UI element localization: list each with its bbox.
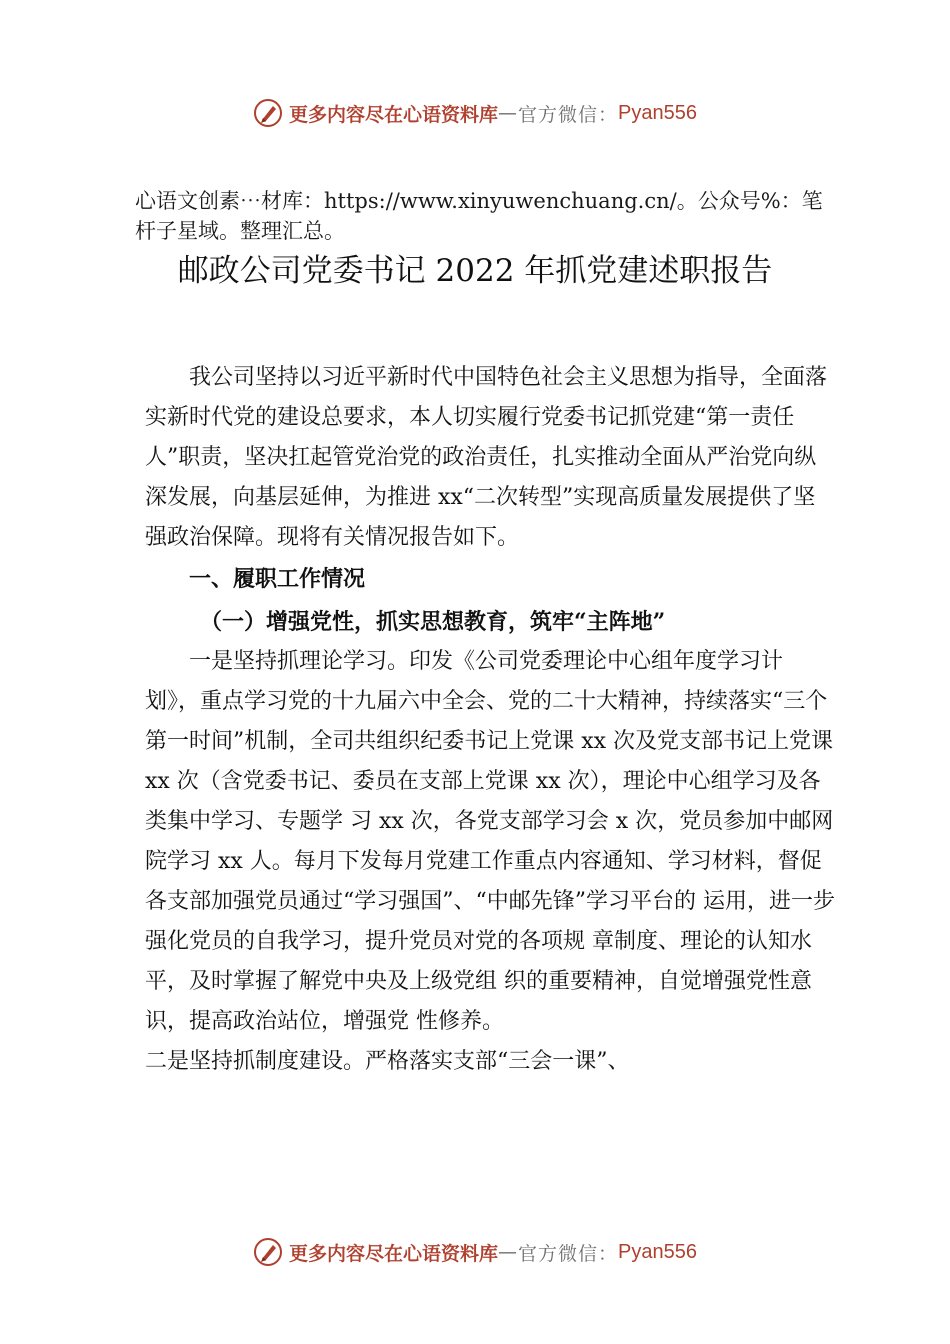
watermark-banner-bottom xyxy=(0,1232,950,1272)
banner-wechat-id: Pyan556 xyxy=(618,1240,697,1263)
banner-lead-text: 更多内容尽在心语资料库 xyxy=(289,1242,499,1265)
body-paragraph-1: 一是坚持抓理论学习。印发《公司党委理论中心组年度学习计划》，重点学习党的十九届六中全会、党的二十大精神，持续落实“三个第一时间”机制，全司共组织纪委书记上党课 xx 次及党支部书记上党课 xx 次（含党委书记、委员在支部上党课 xx 次），理论中心组学习及各类集中学习、专题学 习 xx 次，各党支部学习会 x 次，党员参加中邮网院学习 xx 人。每月下发每月党建工作重点内容通知、学习材料，督促 各支部加强党员通过“学习强国”、“中邮先锋”学习平台的 运用，进一步强化党员的自我学习，提升党员对党的各项规 章制度、理论的认知水平，及时掌握了解党中央及上级党组 织的重要精神，自觉增强党性意识，提高政治站位，增强党 性修养。 xyxy=(145,649,835,1034)
banner-wechat-id: Pyan556 xyxy=(618,101,697,124)
section-heading: 一、履职工作情况 xyxy=(189,567,366,592)
banner-lead-text: 更多内容尽在心语资料库 xyxy=(289,103,499,126)
document-body xyxy=(145,358,835,1082)
body-paragraph-2: 二是坚持抓制度建设。严格落实支部“三会一课”、 xyxy=(145,1049,630,1074)
intro-paragraph: 我公司坚持以习近平新时代中国特色社会主义思想为指导，全面落实新时代党的建设总要求，本人切实履行党委书记抓党建“第一责任人”职责，坚决扛起管党治党的政治责任，扎实推动全面从严治党向纵深发展，向基层延伸，为推进 xx“二次转型”实现高质量发展提供了坚强政治保障。现将有关情况报告如下。 xyxy=(145,365,828,550)
pen-logo-icon xyxy=(253,1237,283,1267)
watermark-banner-top xyxy=(0,93,950,133)
document-title: 邮政公司党委书记 2022 年抓党建述职报告 xyxy=(177,253,773,289)
pen-logo-icon xyxy=(253,98,283,128)
subsection-heading: （一）增强党性，抓实思想教育，筑牢“主阵地” xyxy=(200,609,666,635)
banner-dash: — xyxy=(498,102,519,124)
banner-dash: — xyxy=(498,1241,519,1263)
banner-wechat-label: 官方微信： xyxy=(518,1242,619,1265)
source-note: 心语文创素⋯材库：https://www.xinyuwenchuang.cn/。公众号%：笔杆子星域。整理汇总。 xyxy=(135,189,823,243)
banner-wechat-label: 官方微信： xyxy=(518,103,619,126)
